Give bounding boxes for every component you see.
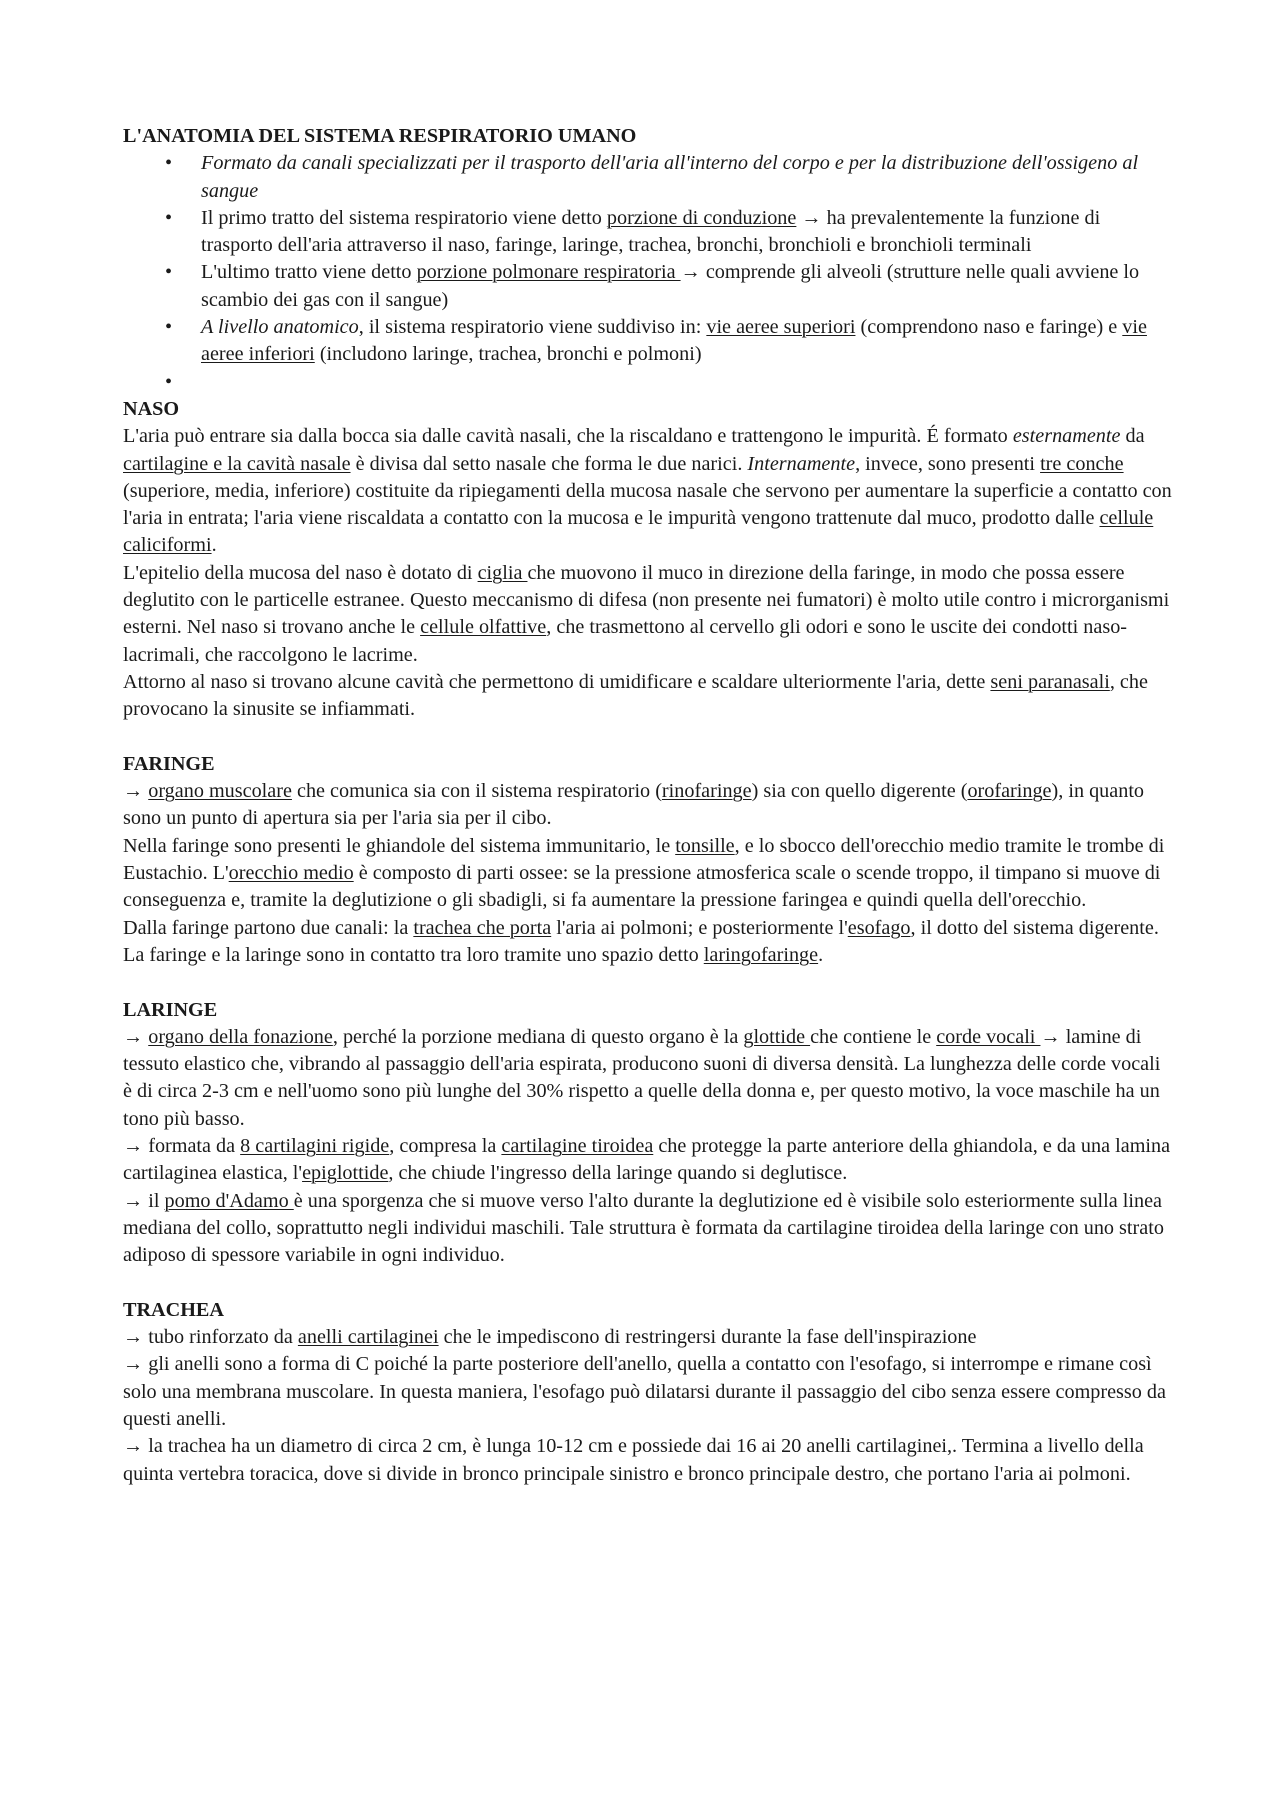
section-faringe: [123, 751, 1173, 969]
section-heading: NASO: [123, 397, 180, 420]
text-span: formata da: [143, 1134, 241, 1157]
text-span: , che provocano la sinusite se infiammati.: [123, 670, 1148, 721]
bullet-icon: •: [165, 370, 173, 393]
text-span: che muovono il muco in direzione della faringe, in modo che possa essere deglutito con le particelle estranee. Questo meccanismo di difesa (non presente nei fumatori) è molto utile contro i microrganismi esterni. Nel naso si trovano anche le: [123, 561, 1170, 639]
text-span: tubo rinforzato da: [143, 1326, 298, 1349]
arrow-icon: →: [123, 1326, 144, 1349]
term-cartilagine-tiroidea: cartilagine tiroidea: [501, 1134, 654, 1157]
term-tre-conche: tre conche: [1040, 452, 1124, 475]
paragraph: [123, 1024, 1173, 1133]
spacer: [123, 1269, 1173, 1296]
paragraph: [123, 1188, 1173, 1270]
term-corde-vocali: corde vocali: [936, 1025, 1041, 1048]
arrow-icon: →: [123, 1189, 144, 1212]
term-cartilagine: cartilagine e la cavità nasale: [123, 452, 351, 475]
text-span: L'aria può entrare sia dalla bocca sia dalle cavità nasali, che la riscaldano e trattengono le impurità. É formato: [123, 425, 1013, 448]
section-heading: LARINGE: [123, 998, 218, 1021]
text-span: lamine di tessuto elastico che, vibrando al passaggio dell'aria espirata, producono suoni di diversa densità. La lunghezza delle corde vocali è di circa 2-3 cm e nell'uomo sono più lunghe del 30% rispetto a quelle della donna e, per questo motivo, la voce maschile ha un tono più basso.: [123, 1025, 1161, 1130]
text-span: esternamente: [1012, 425, 1121, 448]
text-span: è divisa dal setto nasale che forma le due narici.: [350, 452, 748, 475]
term-tonsille: tonsille: [675, 834, 735, 857]
term-pomo-d-adamo: pomo d'Adamo: [164, 1189, 294, 1212]
text-span: il: [143, 1189, 165, 1212]
arrow-icon: →: [123, 1025, 144, 1048]
term-orecchio-medio: orecchio medio: [228, 862, 354, 885]
text-span: che comunica sia con il sistema respiratorio (: [291, 780, 662, 803]
paragraph: [123, 669, 1173, 724]
arrow-icon: →: [1040, 1025, 1061, 1048]
term-anelli-cartilaginei: anelli cartilaginei: [297, 1326, 439, 1349]
term-porzione-di-conduzione: porzione di conduzione: [606, 206, 797, 229]
paragraph: [123, 423, 1173, 559]
text-span: la trachea ha un diametro di circa 2 cm, è lunga 10-12 cm e possiede dai 16 ai 20 anelli cartilaginei,. Termina a livello della quinta vertebra toracica, dove si divide in bronco principale sinistro e bronco principale destro, che portano l'aria ai polmoni.: [123, 1435, 1144, 1485]
term-organo-muscolare: organo muscolare: [148, 780, 292, 803]
text-span: A livello anatomico: [201, 316, 359, 339]
text-span: (comprendono naso e faringe) e: [855, 316, 1123, 339]
text-span: , invece, sono presenti: [855, 452, 1041, 475]
text-span: L'epitelio della mucosa del naso è dotato di: [123, 561, 478, 584]
text-span: .: [211, 534, 217, 557]
arrow-icon: →: [680, 261, 701, 284]
term-cellule-olfattive: cellule olfattive: [420, 616, 547, 639]
document-page: [123, 123, 1173, 1488]
text-span: , e lo sbocco dell'orecchio medio tramite le trombe di Eustachio. L': [123, 834, 1165, 885]
paragraph: [123, 560, 1173, 669]
text-span: (superiore, media, inferiore) costituite da ripiegamenti della mucosa nasale che servono per aumentare la superficie a contatto con l'aria in entrata; l'aria viene riscaldata a contatto con la mucosa e le impurità vengono trattenute dal muco, prodotto dalle: [123, 479, 1172, 530]
section-trachea: [123, 1297, 1173, 1488]
term-8-cartilagini-rigide: 8 cartilagini rigide: [240, 1134, 390, 1157]
text-span: Nella faringe sono presenti le ghiandole del sistema immunitario, le: [123, 834, 676, 857]
bullet-icon: •: [165, 152, 173, 175]
term-organo-della-fonazione: organo della fonazione: [148, 1025, 333, 1048]
text-span: Internamente: [747, 452, 856, 475]
term-cellule-caliciformi: cellule caliciformi: [123, 507, 1154, 557]
text-span: gli anelli sono a forma di C poiché la parte posteriore dell'anello, quella a contatto con l'esofago, si interrompe e rimane così solo una membrana muscolare. In questa maniera, l'esofago può dilatarsi durante il passaggio del cibo senza essere compresso da questi anelli.: [123, 1353, 1166, 1430]
arrow-icon: →: [123, 780, 144, 803]
paragraph: [123, 915, 1173, 970]
text-span: che le impediscono di restringersi durante la fase dell'inspirazione: [438, 1326, 977, 1349]
bullet-item: [123, 150, 1173, 205]
term-orofaringe: orofaringe: [967, 780, 1052, 803]
bullet-item: [123, 205, 1173, 260]
text-span: che protegge la parte anteriore della ghiandola, e da una lamina cartilaginea elastica, l': [123, 1134, 1171, 1185]
text-span: , compresa la: [389, 1134, 502, 1157]
term-esofago: esofago: [847, 916, 911, 939]
bullet-icon: •: [165, 206, 173, 229]
text-span: Il primo tratto del sistema respiratorio viene detto: [201, 206, 607, 229]
text-span: , perché la porzione mediana di questo organo è la: [332, 1025, 744, 1048]
paragraph: [123, 1133, 1173, 1188]
bullet-icon: •: [165, 261, 173, 284]
term-glottide: glottide: [743, 1025, 811, 1048]
spacer: [123, 724, 1173, 751]
term-vie-aeree-superiori: vie aeree superiori: [706, 316, 856, 339]
bullet-item: [123, 314, 1173, 369]
bullet-icon: •: [165, 316, 173, 339]
arrow-icon: →: [123, 1435, 144, 1458]
paragraph: [123, 778, 1173, 833]
arrow-icon: →: [123, 1353, 144, 1376]
section-laringe: [123, 997, 1173, 1270]
term-epiglottide: epiglottide: [302, 1162, 389, 1185]
section-naso: [123, 396, 1173, 724]
text-span: ), in quanto sono un punto di apertura sia per l'aria sia per il cibo.: [123, 780, 1145, 830]
term-rinofaringe: rinofaringe: [661, 780, 752, 803]
text-span: Dalla faringe partono due canali: la: [123, 916, 414, 939]
term-ciglia: ciglia: [477, 561, 528, 584]
text-span: che contiene le: [810, 1025, 937, 1048]
spacer: [123, 969, 1173, 996]
arrow-icon: →: [123, 1134, 144, 1157]
section-heading: FARINGE: [123, 752, 215, 775]
bullet-item-empty: [123, 369, 1173, 396]
bullet-item: [123, 259, 1173, 314]
term-trachea-che-porta: trachea che porta: [413, 916, 552, 939]
text-span: , il sistema respiratorio viene suddiviso in:: [358, 316, 707, 339]
text-span: è una sporgenza che si muove verso l'alto durante la deglutizione ed è visibile solo esteriormente sulla linea mediana del collo, soprattutto negli individui maschili. Tale struttura è formata da cartilagine tiroidea della laringe con uno strato adiposo di spessore variabile in ogni individuo.: [123, 1189, 1164, 1267]
document-title: L'ANATOMIA DEL SISTEMA RESPIRATORIO UMANO: [123, 125, 637, 147]
paragraph: [123, 1433, 1173, 1488]
text-span: (includono laringe, trachea, bronchi e polmoni): [314, 343, 702, 366]
term-porzione-polmonare: porzione polmonare respiratoria: [416, 261, 681, 284]
text-span: .: [818, 943, 824, 966]
text-span: , che trasmettono al cervello gli odori e sono le uscite dei condotti naso-lacrimali, che raccolgono le lacrime.: [123, 616, 1128, 666]
intro-bullet-list: [123, 150, 1173, 396]
text-span: , che chiude l'ingresso della laringe quando si deglutisce.: [388, 1162, 848, 1185]
term-vie-aeree-inferiori: vie aeree inferiori: [201, 316, 1147, 366]
text-span: ha prevalentemente la funzione di trasporto dell'aria attraverso il naso, faringe, laringe, trachea, bronchi, bronchioli e bronchioli terminali: [201, 206, 1101, 257]
text-span: comprende gli alveoli (strutture nelle quali avviene lo scambio dei gas con il sangue): [201, 261, 1140, 311]
text-span: è composto di parti ossee: se la pressione atmosferica scale o scende troppo, il timpano si muove di conseguenza e, tramite la deglutizione o gli sbadigli, si fa aumentare la pressione faringea e quindi quella dell'orecchio.: [123, 862, 1161, 912]
text-span: da: [1120, 425, 1145, 448]
text-span: ) sia con quello digerente (: [751, 780, 968, 803]
term-seni-paranasali: seni paranasali: [990, 670, 1110, 693]
section-heading: TRACHEA: [123, 1298, 224, 1321]
intro-bullet-text: Formato da canali specializzati per il trasporto dell'aria all'interno del corpo e per la distribuzione dell'ossigeno al sangue: [201, 152, 1139, 202]
paragraph: [123, 1351, 1173, 1433]
arrow-icon: →: [801, 206, 822, 229]
text-span: Attorno al naso si trovano alcune cavità che permettono di umidificare e scaldare ulteriormente l'aria, dette: [123, 670, 991, 693]
text-span: , il dotto del sistema digerente. La faringe e la laringe sono in contatto tra loro tramite uno spazio detto: [123, 916, 1159, 966]
paragraph: [123, 1324, 1173, 1351]
paragraph: [123, 833, 1173, 915]
term-laringofaringe: laringofaringe: [703, 943, 819, 966]
text-span: L'ultimo tratto viene detto: [201, 261, 417, 284]
text-span: l'aria ai polmoni; e posteriormente l': [551, 916, 848, 939]
